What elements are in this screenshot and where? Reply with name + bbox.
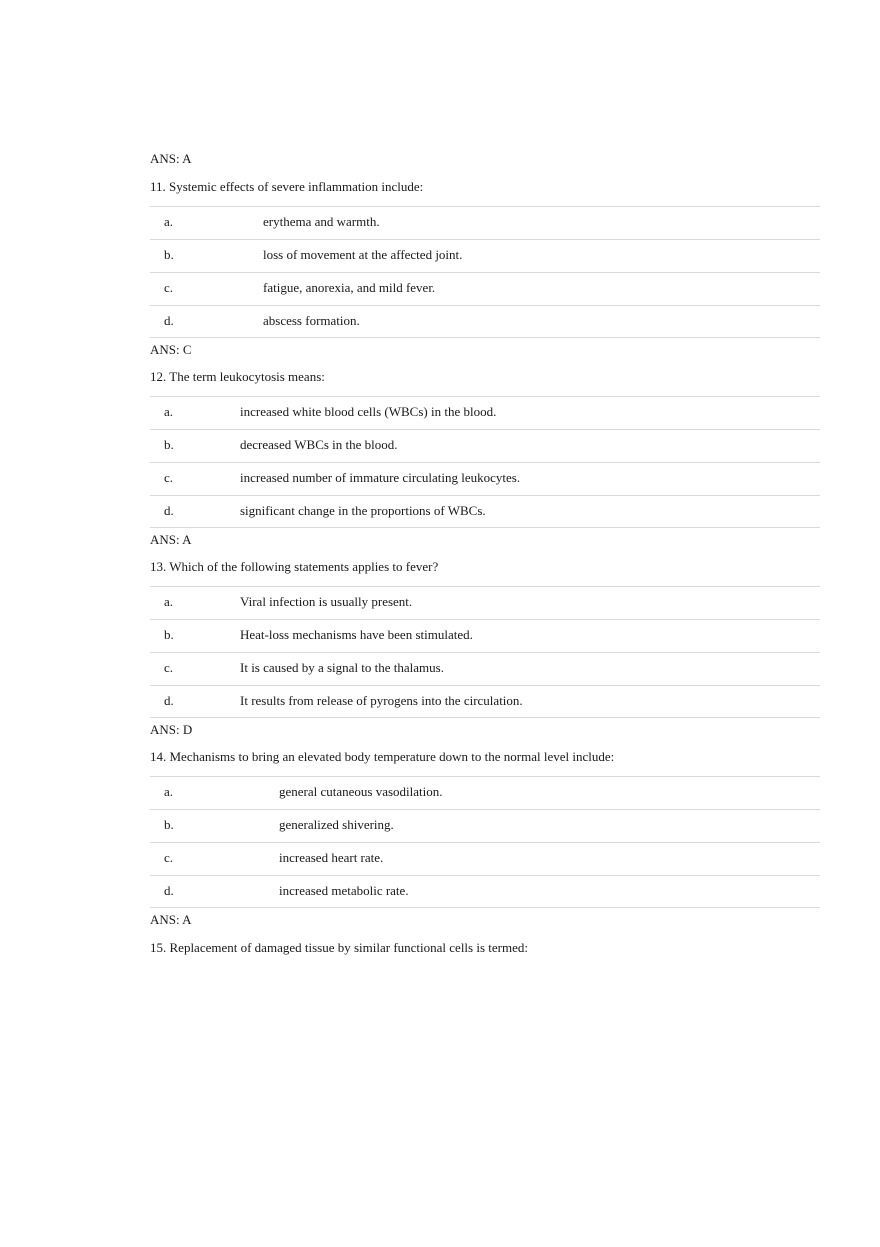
option-row (150, 305, 820, 338)
option-row (150, 272, 820, 305)
option-text: fatigue, anorexia, and mild fever. (263, 280, 436, 295)
option-row (150, 239, 820, 272)
answer-label: ANS: A (150, 912, 192, 927)
option-text: abscess formation. (263, 313, 360, 328)
option-row (150, 875, 820, 908)
option-text: general cutaneous vasodilation. (279, 784, 443, 799)
option-letter: c. (164, 850, 174, 865)
option-text: increased number of immature circulating leukocytes. (240, 470, 521, 485)
options-table-12 (150, 396, 820, 528)
option-letter: b. (164, 247, 174, 262)
option-text: decreased WBCs in the blood. (240, 437, 398, 452)
option-letter: d. (164, 883, 174, 898)
option-letter: c. (164, 280, 174, 295)
option-text: It is caused by a signal to the thalamus. (240, 660, 444, 675)
option-row (150, 396, 820, 429)
options-table-13 (150, 586, 820, 718)
option-letter: d. (164, 313, 174, 328)
option-text: increased heart rate. (279, 850, 384, 865)
option-letter: d. (164, 693, 174, 708)
options-table-14 (150, 776, 820, 908)
option-letter: b. (164, 817, 174, 832)
answer-label: ANS: A (150, 532, 192, 547)
option-text: generalized shivering. (279, 817, 394, 832)
option-row (150, 809, 820, 842)
option-text: increased white blood cells (WBCs) in the blood. (240, 404, 497, 419)
option-text: Heat-loss mechanisms have been stimulated. (240, 627, 473, 642)
option-letter: d. (164, 503, 174, 518)
option-row (150, 495, 820, 528)
option-text: increased metabolic rate. (279, 883, 409, 898)
option-letter: a. (164, 784, 174, 799)
answer-label: ANS: C (150, 342, 192, 357)
option-row (150, 462, 820, 495)
option-row (150, 206, 820, 239)
option-letter: a. (164, 404, 174, 419)
option-row (150, 586, 820, 619)
option-letter: a. (164, 214, 174, 229)
option-row (150, 842, 820, 875)
option-row (150, 685, 820, 718)
option-text: erythema and warmth. (263, 214, 380, 229)
option-letter: b. (164, 437, 174, 452)
option-letter: b. (164, 627, 174, 642)
option-letter: c. (164, 470, 174, 485)
option-row (150, 652, 820, 685)
option-text: loss of movement at the affected joint. (263, 247, 463, 262)
question-15: 15. Replacement of damaged tissue by similar functional cells is termed: (150, 940, 528, 955)
options-table-11 (150, 206, 820, 338)
option-text: significant change in the proportions of WBCs. (240, 503, 486, 518)
option-row (150, 776, 820, 809)
option-letter: a. (164, 594, 174, 609)
option-text: Viral infection is usually present. (240, 594, 413, 609)
question-13: 13. Which of the following statements applies to fever? (150, 559, 439, 574)
option-row (150, 619, 820, 652)
option-text: It results from release of pyrogens into the circulation. (240, 693, 523, 708)
question-14: 14. Mechanisms to bring an elevated body temperature down to the normal level include: (150, 749, 615, 764)
option-row (150, 429, 820, 462)
question-12: 12. The term leukocytosis means: (150, 369, 325, 384)
question-11: 11. Systemic effects of severe inflammation include: (150, 179, 424, 194)
answer-label: ANS: D (150, 722, 193, 737)
answer-label: ANS: A (150, 151, 192, 166)
option-letter: c. (164, 660, 174, 675)
